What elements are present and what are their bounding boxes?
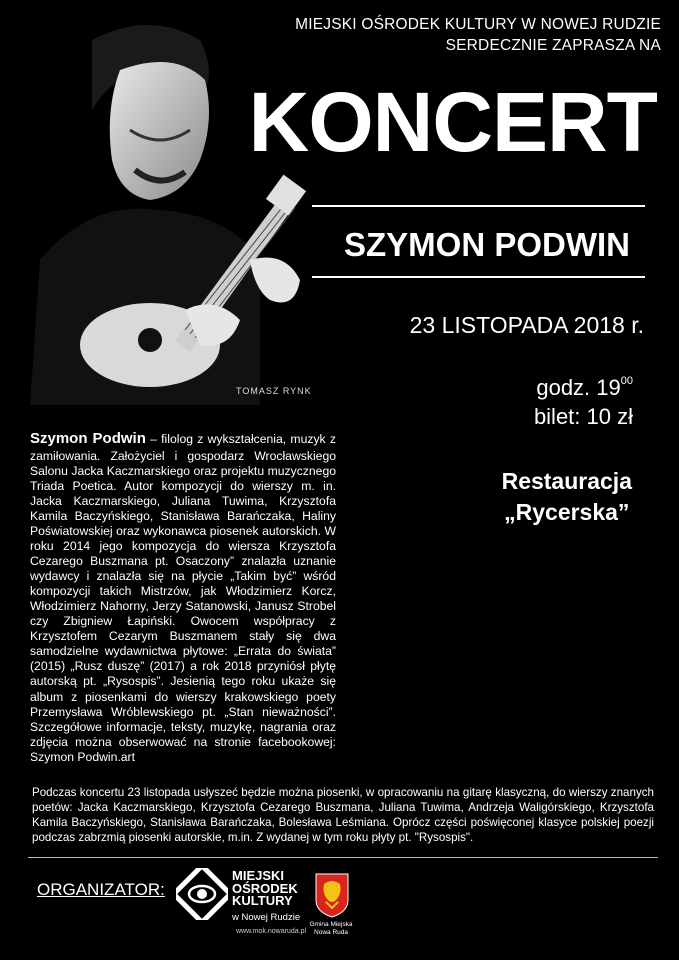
- photo-credit: TOMASZ RYNK: [236, 386, 312, 396]
- venue-line1: Restauracja: [501, 468, 632, 494]
- event-time-minutes: 00: [620, 374, 633, 387]
- event-date: 23 LISTOPADA 2018 r.: [409, 312, 644, 338]
- crest-label: [307, 921, 355, 937]
- mok-url: www.mok.nowaruda.pl: [236, 928, 307, 935]
- divider-top: [312, 205, 645, 207]
- ticket-price: bilet: 10 zł: [533, 403, 633, 429]
- venue-line2: „Rycerska”: [504, 498, 630, 525]
- concert-description: Podczas koncertu 23 listopada usłyszeć będzie można piosenki, w opracowaniu na gitarę klasyczną, do wierszy znanych poetów: Jacka Kaczmarskiego, Krzysztofa Cezarego Buszmana, Juliana Tuwima, Andrzeja Waligórskiego, Krzysztofa Kamila Baczyńskiego, Stanisława Barańczaka, Bolesława Leśmiana. Oprócz części poświęconej klasyce polskiej poezji podczas zabrzmią piosenki autorskie, m.in. Z wydanej w tym roku płyty pt. "Rysospis".: [32, 786, 654, 844]
- town-crest-icon: [314, 872, 350, 923]
- bio-name: Szymon Podwin: [30, 430, 146, 447]
- organizer-label: ORGANIZATOR:: [37, 880, 165, 899]
- performer-photo: [0, 0, 320, 405]
- divider-bottom: [312, 276, 645, 278]
- performer-name: SZYMON PODWIN: [344, 226, 630, 263]
- event-title: KONCERT: [248, 75, 657, 169]
- bio-text: – filolog z wykształcenia, muzyk z zamiłowania. Założyciel i gospodarz Wrocławskiego Salonu Jacka Kaczmarskiego oraz projektu muzycznego Triada Poetica. Autor kompozycji do wierszy m. in. Jacka Kaczmarskiego, Juliana Tuwima, Krzysztofa Kamila Baczyńskiego, Stanisława Barańczaka, Haliny Poświatowskiej oraz wykonawca piosenek autorskich. W roku 2014 jego kompozycja do wiersza Krzysztofa Cezarego Buszmana pt. Osaczony” znalazła uznanie wydawcy i znalazła się na płycie „Takim być” wśród kompozycji takich Mistrzów, jak Włodzimierz Korcz, Włodzimierz Nahorny, Jerzy Satanowski, Janusz Strobel czy Zbigniew Łapiński. Owocem współpracy z Krzysztofem Cezarym Buszmanem stały się dwa samodzielne wydawnictwa płytowe: „Errata do świata” (2015) „Rusz duszę” (2017) a rok 2018 przyniósł płytę autorską pt. „Rysospis”. Jesienią tego roku ukaże się album z piosenkami do wierszy krakowskiego poety Przemysława Wróblewskiego pt. „Stan nieważności”. Szczegółowe informacje, teksty, muzykę, nagrania oraz zdjęcia można obserwować na stronie facebookowej: Szymon Podwin.art: [30, 432, 336, 764]
- footer-divider: [28, 857, 658, 858]
- invitation-line: SERDECZNIE ZAPRASZA NA: [445, 37, 661, 54]
- crest-label-line1: Gmina Miejska: [309, 921, 353, 928]
- mok-line2: OŚRODEK: [232, 880, 298, 896]
- mok-line1: MIEJSKI: [232, 868, 285, 883]
- mok-eye-logo-icon: [176, 868, 228, 925]
- performer-bio: [30, 430, 336, 765]
- mok-line3: KULTURY: [232, 893, 293, 909]
- mok-subtitle: w Nowej Rudzie: [232, 912, 301, 923]
- crest-label-line2: Nowa Ruda: [314, 928, 348, 936]
- event-time-block: [534, 374, 633, 431]
- mok-logo-text: [232, 870, 298, 908]
- event-time: godz. $19^{00}$: [536, 374, 633, 400]
- venue: [502, 466, 632, 527]
- organizer-line: MIEJSKI OŚRODEK KULTURY W NOWEJ RUDZIE: [295, 16, 661, 33]
